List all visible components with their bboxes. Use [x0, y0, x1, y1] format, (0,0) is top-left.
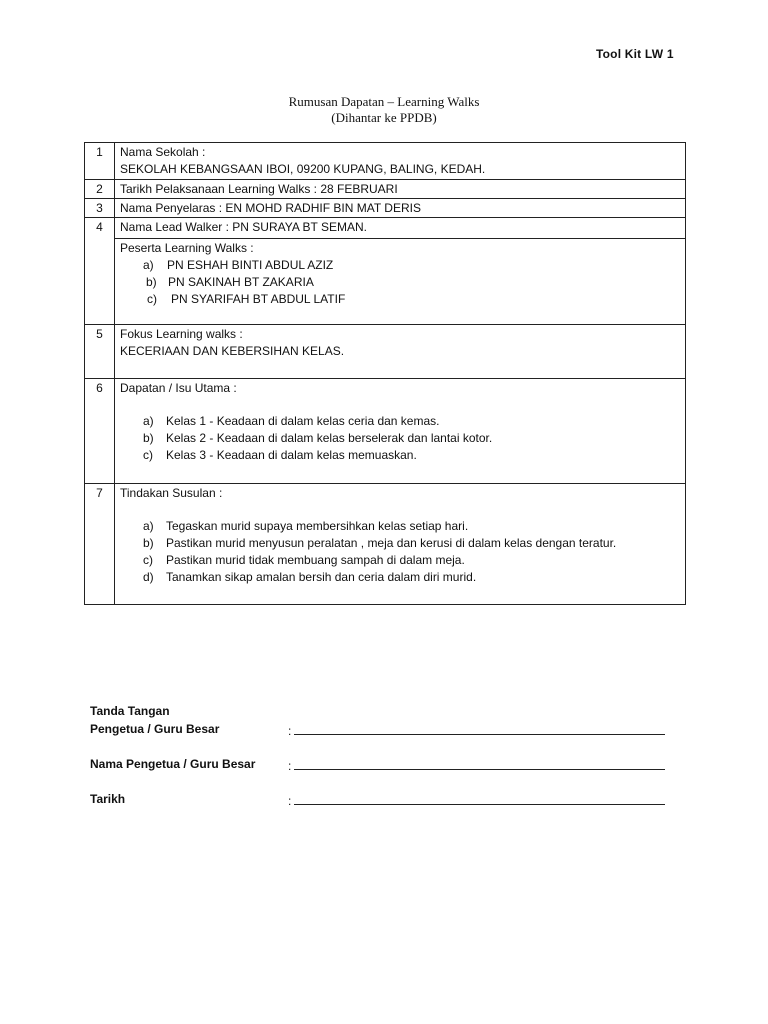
participants-block [115, 239, 685, 324]
findings-label: Dapatan / Isu Utama : [120, 381, 237, 395]
list-marker: b) [143, 431, 154, 445]
table-row [85, 379, 686, 484]
list-item [120, 274, 685, 291]
participant-name: PN SYARIFAH BT ABDUL LATIF [171, 292, 346, 306]
finding-text: Kelas 1 - Keadaan di dalam kelas ceria dan kemas. [166, 414, 440, 428]
list-item [120, 257, 685, 274]
principal-name-underline [294, 757, 665, 770]
list-marker: a) [143, 258, 154, 272]
document-title: Rumusan Dapatan – Learning Walks [288, 94, 480, 109]
findings-table [84, 142, 686, 605]
list-marker: c) [143, 448, 153, 462]
list-marker: a) [143, 414, 154, 428]
list-item [120, 569, 685, 586]
table-row [85, 143, 686, 180]
row-number: 2 [85, 180, 115, 199]
list-item [120, 447, 685, 464]
list-item [120, 535, 685, 552]
row-number: 1 [85, 143, 115, 180]
focus-value: KECERIAAN DAN KEBERSIHAN KELAS. [120, 344, 345, 358]
date-field[interactable] [288, 792, 665, 808]
date-underline [294, 792, 665, 805]
finding-text: Kelas 3 - Keadaan di dalam kelas memuaskan. [166, 448, 417, 462]
row-number: 7 [85, 484, 115, 605]
implementation-date-text: Tarikh Pelaksanaan Learning Walks : 28 FEBRUARI [120, 182, 398, 196]
list-marker: a) [143, 519, 154, 533]
table-row [85, 218, 686, 325]
participants-label: Peserta Learning Walks : [120, 241, 254, 255]
list-marker: c) [147, 292, 157, 306]
colon: : [288, 759, 292, 773]
participant-name: PN SAKINAH BT ZAKARIA [168, 275, 314, 289]
followup-text: Pastikan murid menyusun peralatan , meja dan kerusi di dalam kelas dengan teratur. [166, 536, 617, 550]
date-label: Tarikh [90, 792, 126, 806]
coordinator-name-text: Nama Penyelaras : EN MOHD RADHIF BIN MAT DERIS [120, 201, 421, 215]
table-row [85, 199, 686, 218]
row-content [115, 218, 686, 325]
row-content [115, 143, 686, 180]
row-number: 5 [85, 325, 115, 379]
list-item [120, 430, 685, 447]
row-number: 6 [85, 379, 115, 484]
row-content [115, 484, 686, 605]
list-item [120, 413, 685, 430]
principal-name-label: Nama Pengetua / Guru Besar [90, 757, 256, 771]
followup-text: Tanamkan sikap amalan bersih dan ceria dalam diri murid. [166, 570, 477, 584]
implementation-date [115, 180, 686, 199]
focus-label: Fokus Learning walks : [120, 327, 243, 341]
signature-label: Tanda Tangan [90, 704, 170, 718]
list-marker: c) [143, 553, 153, 567]
followup-label: Tindakan Susulan : [120, 486, 223, 500]
table-row [85, 325, 686, 379]
coordinator-name [115, 199, 686, 218]
list-item [120, 552, 685, 569]
list-item [120, 518, 685, 535]
list-marker: b) [146, 275, 157, 289]
school-name-label: Nama Sekolah : [120, 145, 206, 159]
list-marker: b) [143, 536, 154, 550]
principal-name-field[interactable] [288, 757, 665, 773]
row-number: 3 [85, 199, 115, 218]
finding-text: Kelas 2 - Keadaan di dalam kelas berselerak dan lantai kotor. [166, 431, 493, 445]
list-item [120, 291, 685, 308]
row-content [115, 325, 686, 379]
followup-text: Tegaskan murid supaya membersihkan kelas setiap hari. [166, 519, 469, 533]
table-row [85, 484, 686, 605]
lead-walker-name [115, 218, 685, 239]
row-content [115, 379, 686, 484]
table-row [85, 180, 686, 199]
list-marker: d) [143, 570, 154, 584]
colon: : [288, 794, 292, 808]
school-name-value: SEKOLAH KEBANGSAAN IBOI, 09200 KUPANG, BALING, KEDAH. [120, 162, 486, 176]
principal-label: Pengetua / Guru Besar [90, 722, 220, 736]
lead-walker-text: Nama Lead Walker : PN SURAYA BT SEMAN. [120, 220, 367, 234]
signature-field[interactable] [288, 722, 665, 738]
colon: : [288, 724, 292, 738]
signature-underline [294, 722, 665, 735]
participant-name: PN ESHAH BINTI ABDUL AZIZ [167, 258, 334, 272]
row-number: 4 [85, 218, 115, 325]
document-subtitle: (Dihantar ke PPDB) [331, 110, 437, 125]
followup-text: Pastikan murid tidak membuang sampah di dalam meja. [166, 553, 465, 567]
toolkit-label: Tool Kit LW 1 [596, 47, 674, 61]
